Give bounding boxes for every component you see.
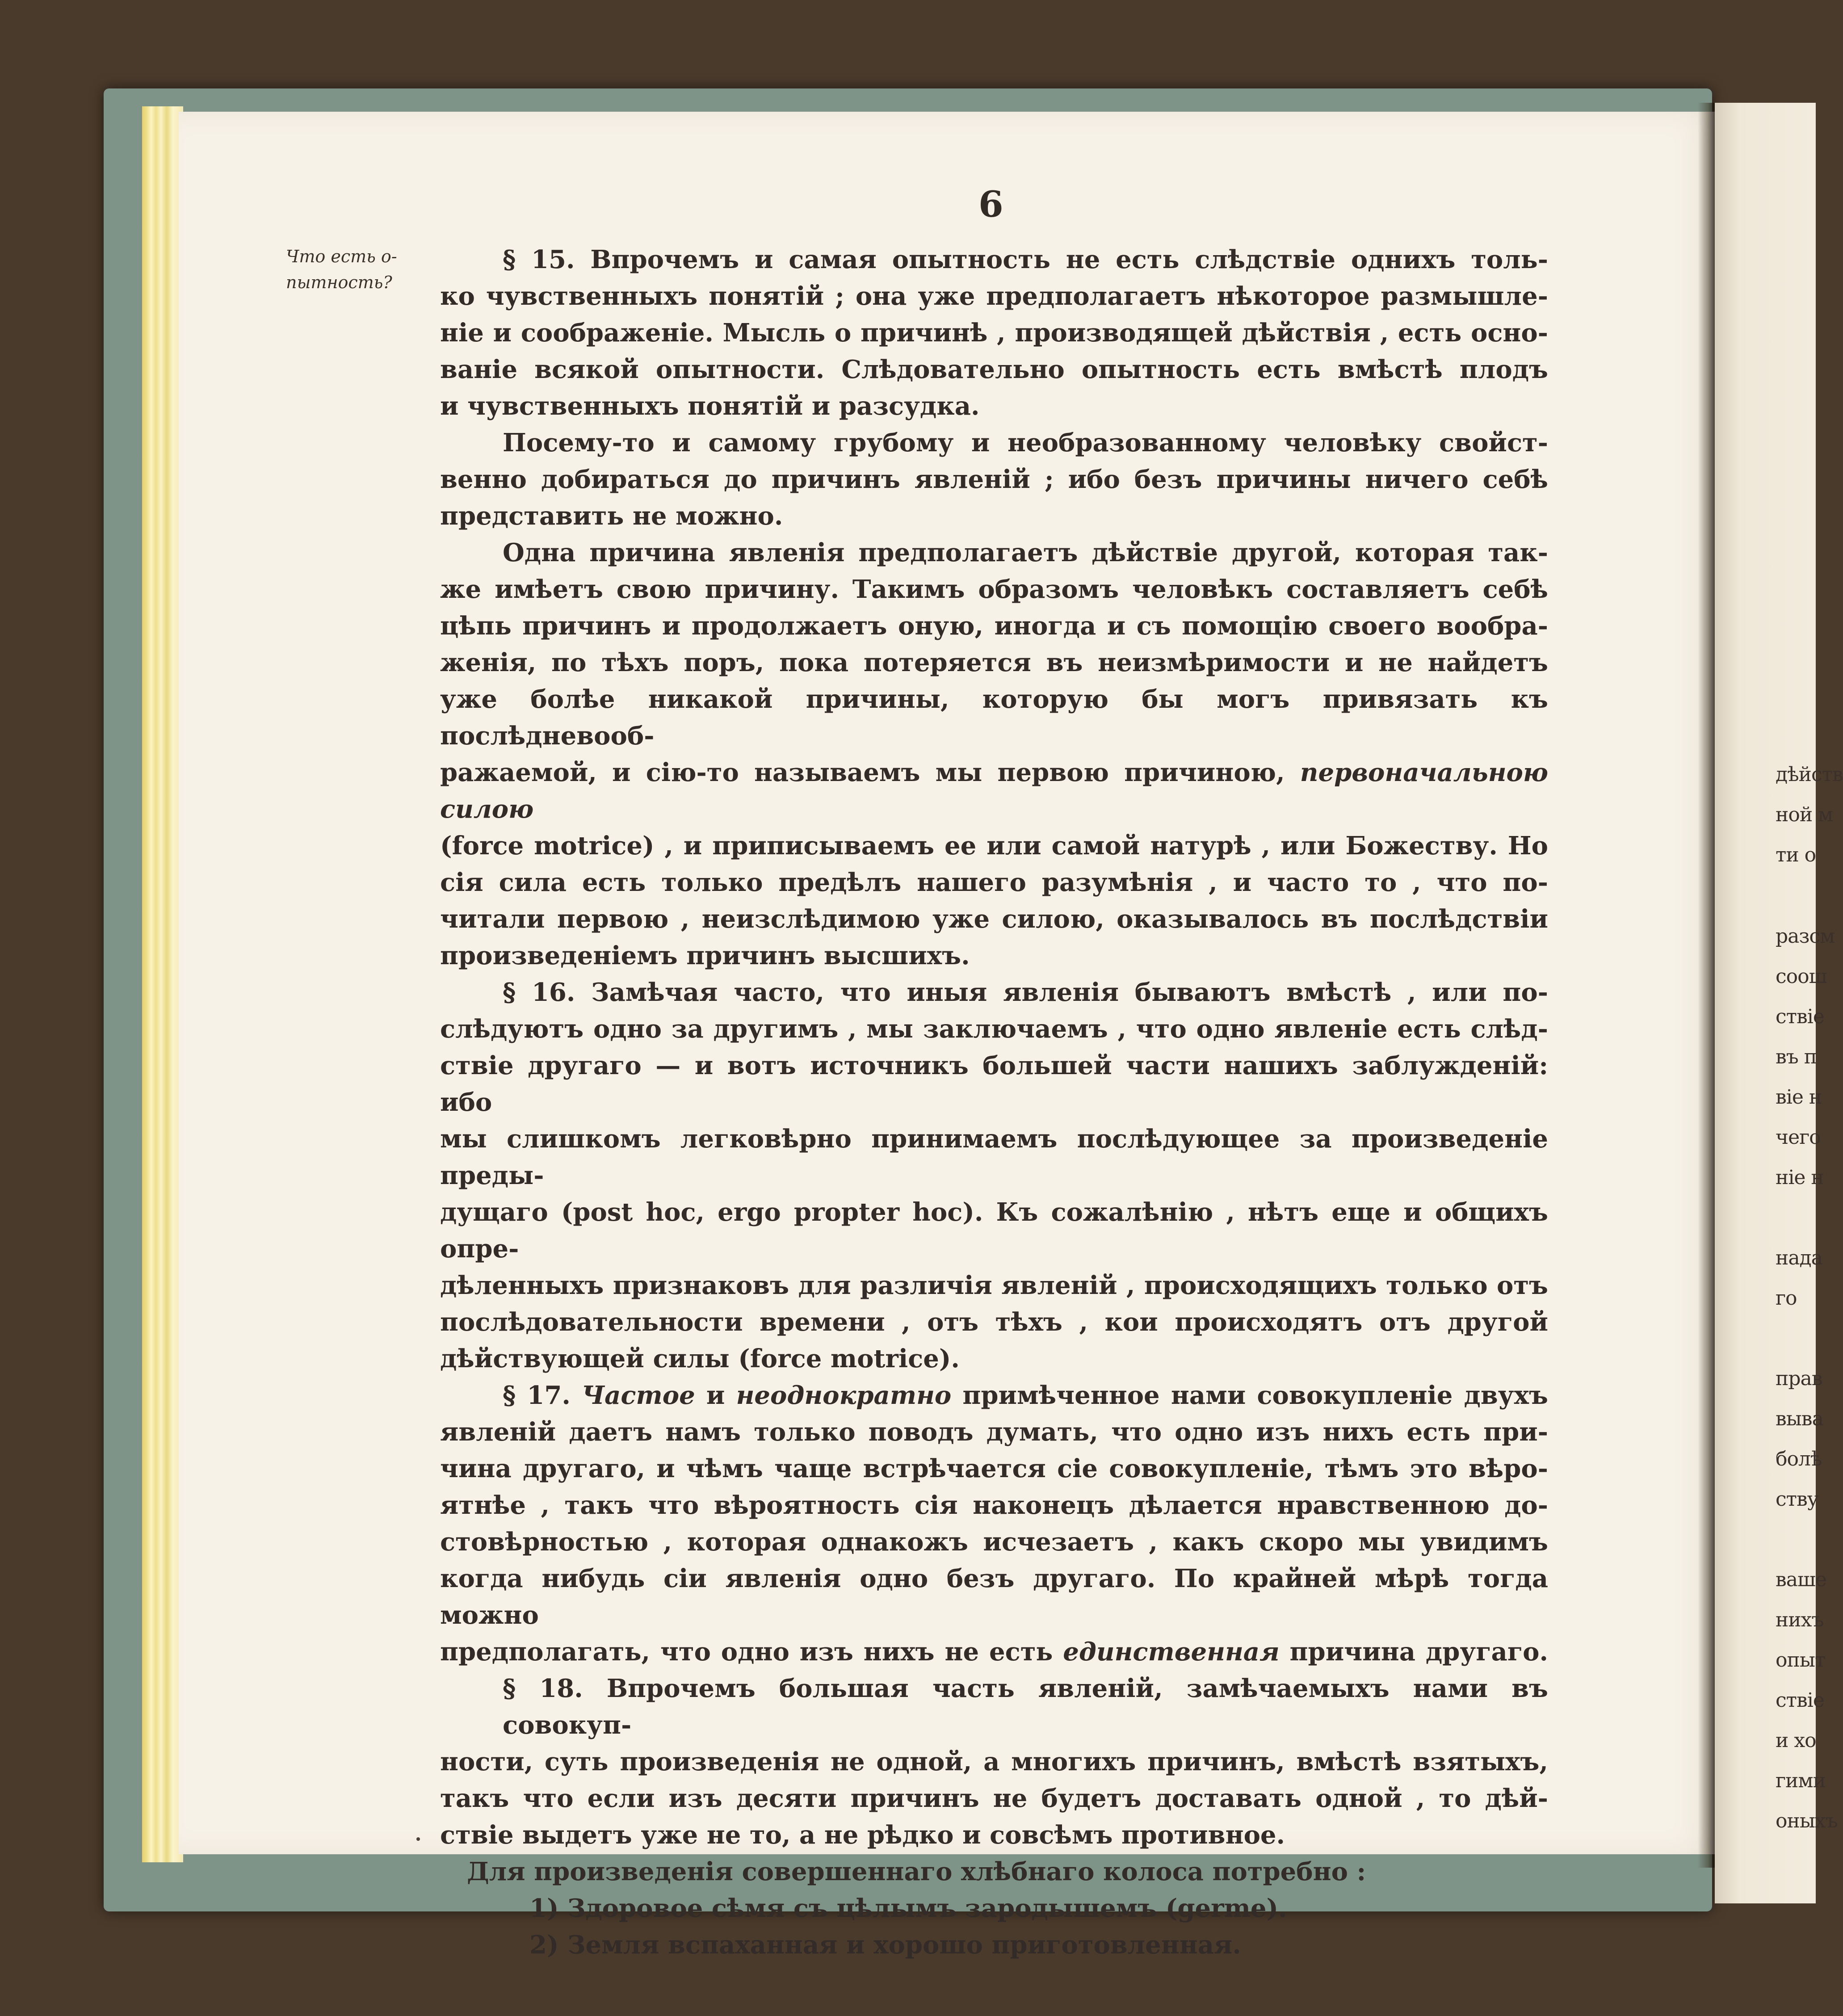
- facing-fragment: дѣйств: [1776, 763, 1843, 786]
- text-line: ствіе выдетъ уже не то, а не рѣдко и совсѣмъ противное.: [440, 1820, 1285, 1850]
- italic-term: единственная: [1063, 1637, 1280, 1667]
- text-line: § 15. Впрочемъ и самая опытность не есть слѣдствіе однихъ толь-: [503, 245, 1548, 274]
- facing-fragment: и хо: [1776, 1729, 1816, 1752]
- text-line: же имѣетъ свою причину. Такимъ образомъ человѣкъ составляетъ себѣ: [440, 575, 1548, 604]
- margin-note-line: пытность?: [286, 273, 392, 292]
- text-line: дѣйствующей силы (force motrice).: [440, 1344, 960, 1373]
- text-segment: примѣченное нами совокупленіе двухъ: [962, 1381, 1548, 1410]
- page-number: 6: [978, 183, 1003, 225]
- text-line: женія, по тѣхъ поръ, пока потеряется въ неизмѣримости и не найдетъ: [440, 648, 1548, 677]
- text-line: слѣдуютъ одно за другимъ , мы заключаемъ , что одно явленіе есть слѣд-: [440, 1014, 1548, 1044]
- text-line: ваніе всякой опытности. Слѣдовательно опытность есть вмѣстѣ плодъ: [440, 355, 1548, 384]
- text-line: явленій даетъ намъ только поводъ думать, что одно изъ нихъ есть при-: [440, 1417, 1548, 1447]
- text-line: [440, 754, 1548, 827]
- page-gutter-shadow: [1698, 103, 1716, 1868]
- facing-fragment: нада: [1776, 1247, 1822, 1269]
- text-line: ятнѣе , такъ что вѣроятность сія наконецъ дѣлается нравственною до-: [440, 1491, 1548, 1520]
- facing-fragment: чего: [1776, 1126, 1821, 1149]
- text-line: Одна причина явленія предполагаетъ дѣйствіе другой, которая так-: [503, 538, 1548, 567]
- text-line: (force motrice) , и приписываемъ ее или самой натурѣ , или Божеству. Но: [440, 831, 1548, 861]
- text-line: произведеніемъ причинъ высшихъ.: [440, 941, 970, 970]
- text-line: Для произведенія совершеннаго хлѣбнаго колоса потребно :: [467, 1857, 1366, 1886]
- text-segment: ражаемой, и сію-то называемъ мы первою причиною,: [440, 758, 1285, 787]
- facing-fragment: прав: [1776, 1367, 1822, 1390]
- page-edges: [142, 106, 183, 1862]
- facing-fragment: гими: [1776, 1769, 1826, 1792]
- text-line: ствіе другаго — и вотъ источникъ большей части нашихъ заблужденій: ибо: [440, 1051, 1548, 1117]
- text-segment: и: [706, 1381, 725, 1410]
- text-line: § 16. Замѣчая часто, что иныя явленія бываютъ вмѣстѣ , или по-: [503, 978, 1548, 1007]
- facing-fragment: опыт: [1776, 1649, 1826, 1672]
- text-line: сія сила есть только предѣлъ нашего разумѣнія , и часто то , что по-: [440, 868, 1548, 897]
- text-line: венно добираться до причинъ явленій ; ибо безъ причины ничего себѣ: [440, 465, 1548, 494]
- text-line: ко чувственныхъ понятій ; она уже предполагаетъ нѣкоторое размышле-: [440, 281, 1548, 311]
- facing-fragment: нихъ: [1776, 1609, 1824, 1631]
- text-line: и чувственныхъ понятій и разсудка.: [440, 391, 980, 421]
- text-line: [440, 1634, 1548, 1670]
- text-line: 2) Земля вспаханная и хорошо приготовленная.: [529, 1930, 1241, 1960]
- facing-fragment: ти о: [1776, 844, 1816, 866]
- ink-speck: [416, 1837, 420, 1841]
- text-line: стовѣрностью , которая однакожъ исчезаетъ , какъ скоро мы увидимъ: [440, 1527, 1548, 1557]
- text-line: дѣленныхъ признаковъ для различія явленій , происходящихъ только отъ: [440, 1271, 1548, 1300]
- text-line: Посему-то и самому грубому и необразованному человѣку свойст-: [503, 428, 1548, 458]
- text-line: § 18. Впрочемъ большая часть явленій, замѣчаемыхъ нами въ совокуп-: [503, 1674, 1548, 1740]
- text-line: читали первою , неизслѣдимою уже силою, оказывалось въ послѣдствіи: [440, 904, 1548, 934]
- text-line: 1) Здоровое сѣмя съ цѣлымъ зародышемъ (germe).: [529, 1894, 1287, 1923]
- text-line: такъ что если изъ десяти причинъ не будетъ доставать одной , то дѣй-: [440, 1784, 1548, 1813]
- facing-fragment: въ п: [1776, 1046, 1817, 1068]
- facing-fragment: разсм: [1776, 925, 1835, 948]
- facing-fragment: ваше: [1776, 1568, 1826, 1591]
- text-line: послѣдовательности времени , отъ тѣхъ , кои происходятъ отъ другой: [440, 1307, 1548, 1337]
- text-segment: причина другаго.: [1289, 1637, 1548, 1667]
- margin-note-line: Что есть о-: [286, 247, 397, 266]
- facing-fragment: ствіе: [1776, 1689, 1824, 1712]
- italic-term: первоначальною силою: [440, 758, 1548, 824]
- text-line: ности, суть произведенія не одной, а многихъ причинъ, вмѣстѣ взятыхъ,: [440, 1747, 1548, 1777]
- text-line: дущаго (post hoc, ergo propter hoc). Къ сожалѣнію , нѣтъ еще и общихъ опре-: [440, 1197, 1548, 1264]
- text-line: ніе и соображеніе. Мысль о причинѣ , производящей дѣйствія , есть осно-: [440, 318, 1548, 348]
- text-line: чина другаго, и чѣмъ чаще встрѣчается сіе совокупленіе, тѣмъ это вѣро-: [440, 1454, 1548, 1483]
- facing-fragment: выва: [1776, 1407, 1823, 1430]
- text-line: когда нибудь сіи явленія одно безъ другаго. По крайней мѣрѣ тогда можно: [440, 1564, 1548, 1630]
- margin-note: [286, 244, 420, 295]
- text-line: уже болѣе никакой причины, которую бы могъ привязать къ послѣдневооб-: [440, 685, 1548, 751]
- facing-fragment: ству: [1776, 1488, 1818, 1511]
- facing-page: [1715, 103, 1843, 1903]
- text-line: мы слишкомъ легковѣрно принимаемъ послѣдующее за произведеніе преды-: [440, 1124, 1548, 1190]
- italic-term: Частое: [582, 1381, 695, 1410]
- text-line: цѣпь причинъ и продолжаетъ оную, иногда и съ помощію своего вообра-: [440, 611, 1548, 641]
- facing-fragment: го: [1776, 1287, 1797, 1310]
- text-segment: § 17.: [503, 1381, 571, 1410]
- text-line: [440, 1377, 1548, 1414]
- facing-fragment: оныхъ: [1776, 1810, 1838, 1832]
- facing-fragment: болѣ: [1776, 1448, 1822, 1470]
- facing-fragment: ніе н: [1776, 1166, 1824, 1189]
- body-text: [440, 241, 1548, 1963]
- facing-fragment: віе н: [1776, 1086, 1822, 1109]
- facing-fragment: соош: [1776, 965, 1827, 988]
- italic-term: неоднократно: [736, 1381, 952, 1410]
- text-line: представить не можно.: [440, 501, 783, 531]
- text-segment: предполагать, что одно изъ нихъ не есть: [440, 1637, 1053, 1667]
- facing-fragment: ствіе: [1776, 1005, 1824, 1028]
- facing-fragment: ной м: [1776, 803, 1833, 826]
